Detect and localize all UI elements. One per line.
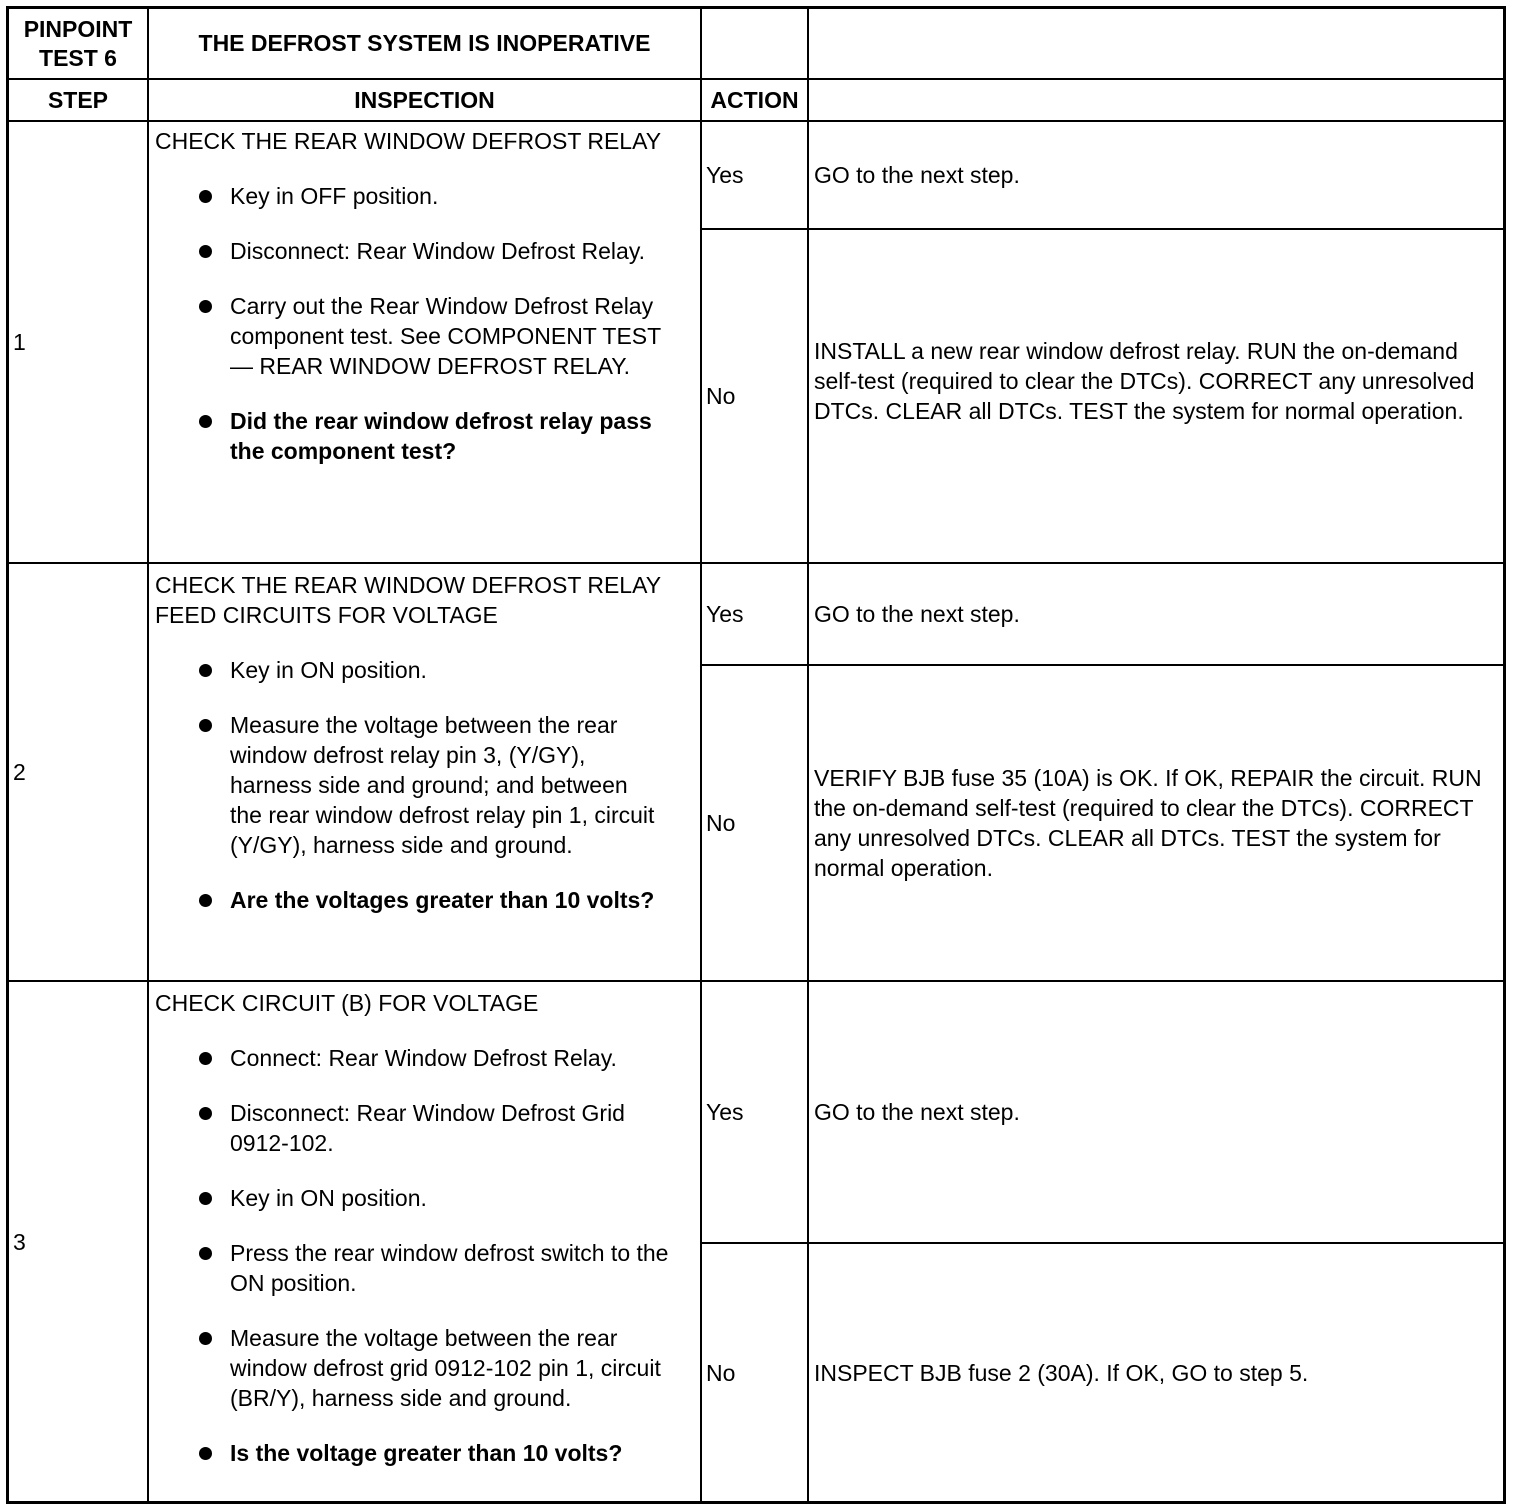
step-3-bullet-list xyxy=(155,1043,676,1468)
step-2-yes-label-text: Yes xyxy=(706,601,744,627)
step-3-yes-action-text: GO to the next step. xyxy=(814,1099,1020,1125)
step-1-yes-action-text: GO to the next step. xyxy=(814,162,1020,188)
divider-inspection-col xyxy=(700,8,702,1502)
step-2-heading: CHECK THE REAR WINDOW DEFROST RELAY FEED CIRCUITS FOR VOLTAGE xyxy=(155,572,661,628)
column-header-action xyxy=(702,80,807,120)
step-3-number: 3 xyxy=(13,1229,26,1255)
pinpoint-test-label-text: PINPOINT TEST 6 xyxy=(23,15,133,71)
step-1-no-action xyxy=(814,336,1504,426)
step-2-question: Are the voltages greater than 10 volts? xyxy=(155,885,666,915)
step-2-no-label xyxy=(706,666,806,980)
step-number xyxy=(13,122,143,562)
step-3-yes-action xyxy=(814,982,1502,1242)
column-header-action-text: ACTION xyxy=(710,86,799,113)
step-3-inspection xyxy=(149,988,694,1500)
step-3-yes-label-text: Yes xyxy=(706,1099,744,1125)
step-2-bullet: Key in ON position. xyxy=(155,655,666,685)
step-3-bullet: Press the rear window defrost switch to the ON position. xyxy=(155,1238,676,1298)
step-3-yes-label xyxy=(706,982,806,1242)
table-title-text: THE DEFROST SYSTEM IS INOPERATIVE xyxy=(198,30,651,56)
step-1-yes-label-text: Yes xyxy=(706,162,744,188)
step-1-yes-label xyxy=(706,122,806,228)
step-2-bullet-list xyxy=(155,655,666,915)
step-number xyxy=(13,982,143,1502)
column-header-inspection xyxy=(149,80,700,120)
step-1-heading: CHECK THE REAR WINDOW DEFROST RELAY xyxy=(155,128,662,154)
step-2-yes-label xyxy=(706,564,806,664)
step-3-no-action-text: INSPECT BJB fuse 2 (30A). If OK, GO to step 5. xyxy=(814,1360,1309,1386)
step-2-no-action-text: VERIFY BJB fuse 35 (10A) is OK. If OK, REPAIR the circuit. RUN the on-demand self-test (required to clear the DTCs). CORRECT any unresolved DTCs. CLEAR all DTCs. TEST the system for normal operation. xyxy=(814,765,1482,881)
divider-action-col xyxy=(807,8,809,1502)
divider-step1-yes-no xyxy=(701,228,1504,230)
step-3-question: Is the voltage greater than 10 volts? xyxy=(155,1438,676,1468)
step-1-yes-action xyxy=(814,122,1502,228)
column-header-inspection-text: INSPECTION xyxy=(354,86,495,113)
step-3-no-action xyxy=(814,1244,1502,1502)
step-3-no-label-text: No xyxy=(706,1360,736,1386)
step-1-no-label xyxy=(706,230,806,562)
step-1-question: Did the rear window defrost relay pass the component test? xyxy=(155,406,674,466)
step-3-bullet: Disconnect: Rear Window Defrost Grid 0912-102. xyxy=(155,1098,676,1158)
step-1-bullet-list xyxy=(155,181,674,466)
step-2-no-label-text: No xyxy=(706,810,736,836)
step-3-bullet: Key in ON position. xyxy=(155,1183,676,1213)
step-number xyxy=(13,564,143,980)
step-1-inspection xyxy=(149,126,694,560)
step-2-no-action xyxy=(814,763,1490,883)
step-1-bullet: Disconnect: Rear Window Defrost Relay. xyxy=(155,236,674,266)
step-1-bullet: Key in OFF position. xyxy=(155,181,674,211)
step-3-bullet: Connect: Rear Window Defrost Relay. xyxy=(155,1043,676,1073)
divider-step2-yes-no xyxy=(701,664,1504,666)
step-3-bullet: Measure the voltage between the rear window defrost grid 0912-102 pin 1, circuit (BR/Y), harness side and ground. xyxy=(155,1323,676,1413)
step-2-bullet: Measure the voltage between the rear window defrost relay pin 3, (Y/GY), harness side and ground; and between the rear window defrost relay pin 1, circuit (Y/GY), harness side and ground. xyxy=(155,710,666,860)
step-2-number: 2 xyxy=(13,759,26,785)
column-header-step-text: STEP xyxy=(47,86,109,113)
step-2-yes-action xyxy=(814,564,1502,664)
step-1-bullet: Carry out the Rear Window Defrost Relay component test. See COMPONENT TEST — REAR WINDOW DEFROST RELAY. xyxy=(155,291,674,381)
column-header-step xyxy=(9,80,147,120)
table-title xyxy=(149,9,700,78)
step-1-no-label-text: No xyxy=(706,383,736,409)
step-1-number: 1 xyxy=(13,329,26,355)
step-1-no-action-text: INSTALL a new rear window defrost relay. RUN the on-demand self-test (required to clear the DTCs). CORRECT any unresolved DTCs. CLEAR all DTCs. TEST the system for normal operation. xyxy=(814,338,1475,424)
step-2-inspection xyxy=(149,570,694,978)
step-3-heading: CHECK CIRCUIT (B) FOR VOLTAGE xyxy=(155,990,539,1016)
step-2-yes-action-text: GO to the next step. xyxy=(814,601,1020,627)
step-3-no-label xyxy=(706,1244,806,1502)
pinpoint-test-label xyxy=(9,9,147,78)
